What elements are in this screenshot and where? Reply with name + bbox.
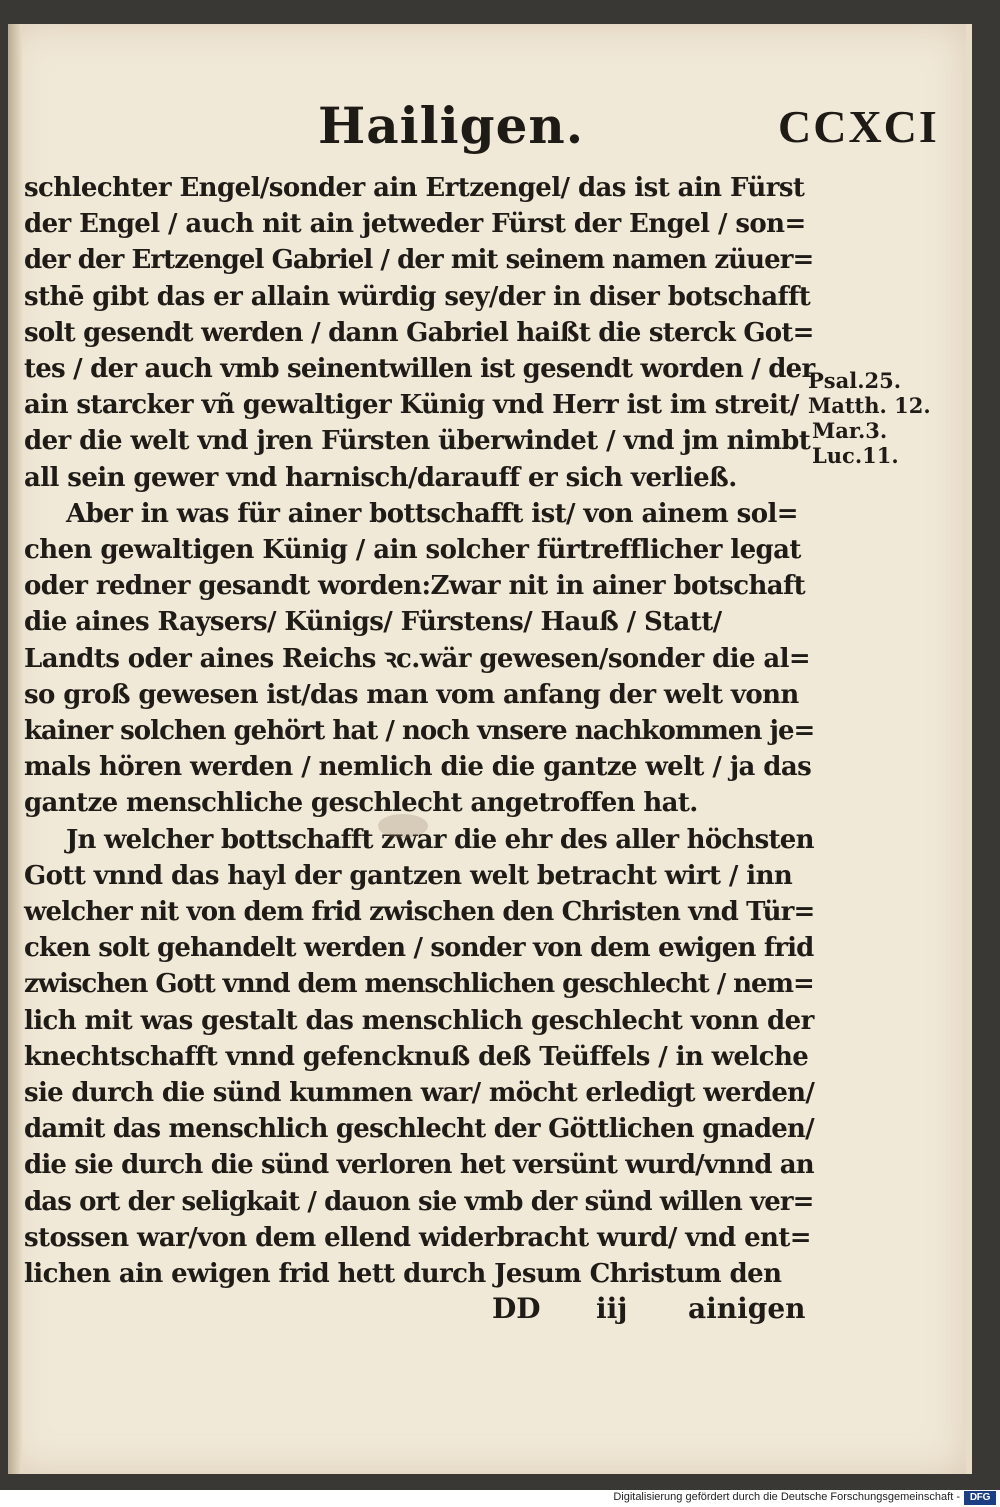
text-line: tes / der auch vmb seinentwillen ist gesendt worden / der bbox=[24, 354, 815, 385]
text-line: kainer solchen gehört hat / noch vnsere nachkommen je= bbox=[24, 716, 815, 747]
text-line: gantze menschliche geschlecht angetroffen hat. bbox=[24, 788, 698, 819]
folio-number: CCXCI bbox=[778, 101, 939, 152]
signature-mark: DD bbox=[492, 1292, 541, 1325]
dfg-logo[interactable]: DFG bbox=[964, 1491, 996, 1505]
text-line: lich mit was gestalt das menschlich geschlecht vonn der bbox=[24, 1005, 814, 1036]
catchword: ainigen bbox=[688, 1292, 806, 1325]
running-head-title: Hailigen. bbox=[318, 96, 585, 155]
text-line: der die welt vnd jren Fürsten überwindet / vnd jm nimbt bbox=[24, 426, 811, 457]
text-line: der Engel / auch nit ain jetweder Fürst der Engel / son= bbox=[24, 209, 806, 240]
page-gutter bbox=[8, 24, 22, 1474]
body-text bbox=[24, 170, 824, 1292]
margin-notes bbox=[808, 368, 948, 468]
margin-note: Luc.11. bbox=[812, 443, 899, 468]
text-line: all sein gewer vnd harnisch/darauff er sich verließ. bbox=[24, 462, 737, 493]
text-line: damit das menschlich geschlecht der Göttlichen gnaden/ bbox=[24, 1114, 814, 1145]
text-line: das ort der seligkait / dauon sie vmb der sünd willen ver= bbox=[24, 1186, 814, 1217]
text-line: lichen ain ewigen frid hett durch Jesum Christum den bbox=[24, 1259, 782, 1290]
margin-note: Mar.3. bbox=[812, 418, 888, 443]
text-line: der der Ertzengel Gabriel / der mit seinem namen züuer= bbox=[24, 245, 814, 276]
text-line: Landts oder aines Reichs ꝛc.wär gewesen/sonder die al= bbox=[24, 643, 811, 674]
margin-note: Matth. 12. bbox=[808, 393, 931, 418]
text-line: ain starcker vñ gewaltiger Künig vnd Herr ist im streit/ bbox=[24, 390, 799, 421]
text-line: chen gewaltigen Künig / ain solcher fürtrefflicher legat bbox=[24, 535, 801, 566]
text-line: die sie durch die sünd verloren het versünt wurd/vnnd an bbox=[24, 1150, 814, 1181]
text-line: oder redner gesandt worden:Zwar nit in ainer botschaft bbox=[24, 571, 806, 602]
text-line: so groß gewesen ist/das man vom anfang der welt vonn bbox=[24, 679, 799, 710]
signature-number: iij bbox=[596, 1292, 628, 1325]
text-line: sthē gibt das er allain würdig sey/der in diser botschafft bbox=[24, 281, 811, 312]
text-line: knechtschafft vnnd gefencknuß deß Teüffels / in welche bbox=[24, 1041, 809, 1072]
text-line: Gott vnnd das hayl der gantzen welt betracht wirt / inn bbox=[24, 860, 793, 891]
text-line: solt gesendt werden / dann Gabriel haißt die sterck Got= bbox=[24, 317, 814, 348]
text-line: zwischen Gott vnnd dem menschlichen geschlecht / nem= bbox=[24, 969, 814, 1000]
text-line: welcher nit von dem frid zwischen den Christen vnd Tür= bbox=[24, 897, 815, 928]
text-line: die aines Raysers/ Künigs/ Fürstens/ Hauß / Statt/ bbox=[24, 607, 722, 638]
text-line: Jn welcher bottschafft zwar die ehr des aller höchsten bbox=[66, 824, 814, 855]
text-line: mals hören werden / nemlich die die gantze welt / ja das bbox=[24, 752, 812, 783]
text-line: schlechter Engel/sonder ain Ertzengel/ das ist ain Fürst bbox=[24, 173, 805, 203]
text-line: cken solt gehandelt werden / sonder von dem ewigen frid bbox=[24, 933, 814, 964]
footer-bar bbox=[0, 1490, 1000, 1507]
paper-stain bbox=[378, 814, 428, 838]
text-line: Aber in was für ainer bottschafft ist/ von ainem sol= bbox=[66, 498, 798, 529]
footer-credit: Digitalisierung gefördert durch die Deutsche Forschungsgemeinschaft - bbox=[613, 1491, 960, 1503]
text-line: stossen war/von dem ellend widerbracht wurd/ vnd ent= bbox=[24, 1222, 811, 1253]
margin-note: Psal.25. bbox=[808, 368, 902, 393]
text-line: sie durch die sünd kummen war/ möcht erledigt werden/ bbox=[24, 1078, 815, 1109]
book-page bbox=[8, 24, 972, 1474]
